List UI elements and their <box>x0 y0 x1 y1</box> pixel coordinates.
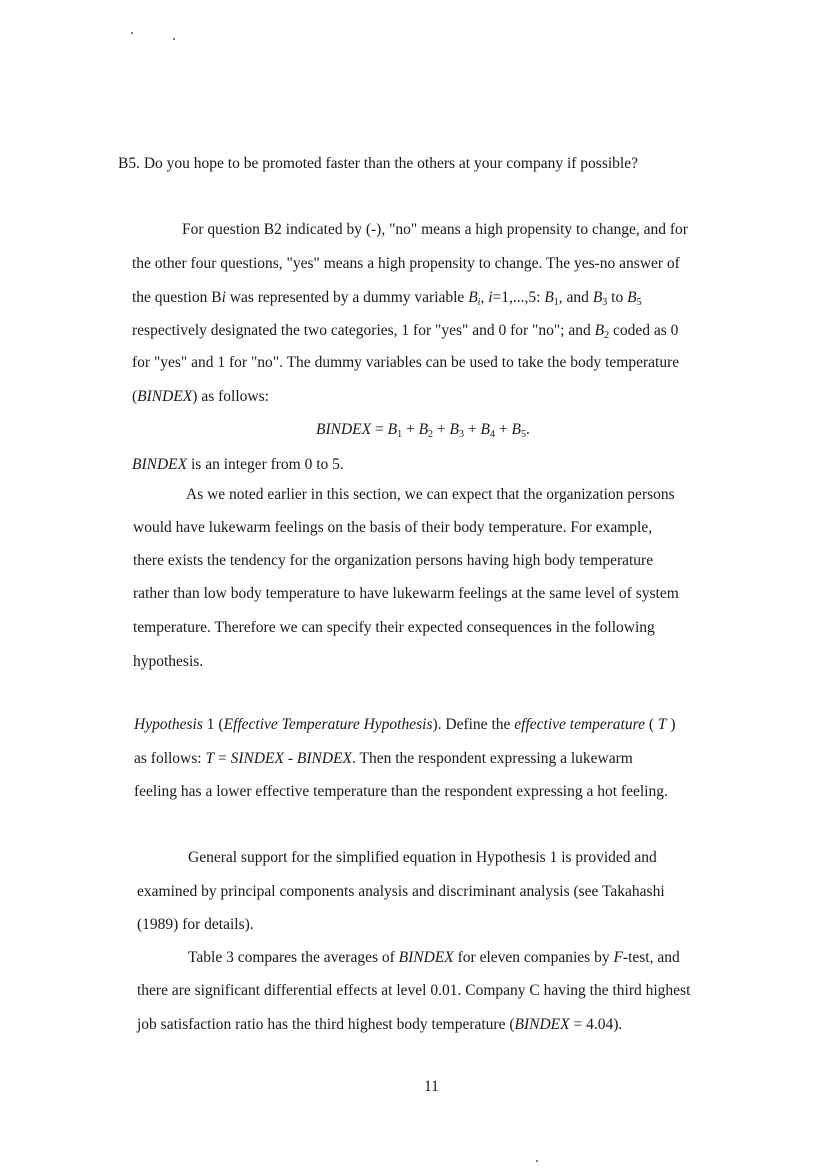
para1-line3: the question Bi was represented by a dummy variable $B_i$, i=1,...,5: $B_1$, and $B_3$ to $B_5$ <box>132 289 642 308</box>
para2-line5: temperature. Therefore we can specify their expected consequences in the following <box>133 619 655 636</box>
para4-line2: there are significant differential effects at level 0.01. Company C having the third highest <box>137 982 691 999</box>
question-b5: B5. Do you hope to be promoted faster than the others at your company if possible? <box>118 155 638 172</box>
para1-line4: respectively designated the two categories, 1 for "yes" and 0 for "no"; and $B_2$ coded as 0 <box>132 322 679 341</box>
para1-line5: for "yes" and 1 for "no". The dummy variables can be used to take the body temperature <box>132 354 680 371</box>
para1-line2: the other four questions, "yes" means a high propensity to change. The yes-no answer of <box>132 255 680 272</box>
para4-line1: Table 3 compares the averages of BINDEX for eleven companies by F-test, and <box>188 949 680 966</box>
para2-line1: As we noted earlier in this section, we can expect that the organization persons <box>186 486 675 503</box>
scan-speck <box>173 38 175 40</box>
para2-line3: there exists the tendency for the organization persons having high body temperature <box>133 552 654 569</box>
scan-speck <box>131 32 133 34</box>
para2-line6: hypothesis. <box>133 653 204 670</box>
para3-line3: (1989) for details). <box>137 916 254 933</box>
para3-line1: General support for the simplified equation in Hypothesis 1 is provided and <box>188 849 657 866</box>
bindex-range: BINDEX is an integer from 0 to 5. <box>132 456 344 473</box>
para3-line2: examined by principal components analysis and discriminant analysis (see Takahashi <box>137 883 665 900</box>
para1-line6: (BINDEX) as follows: <box>132 388 269 405</box>
para4-line3: job satisfaction ratio has the third highest body temperature (BINDEX = 4.04). <box>137 1016 623 1033</box>
hypothesis-line1: Hypothesis 1 (Effective Temperature Hypothesis). Define the effective temperature ( T ) <box>134 716 676 733</box>
hypothesis-line3: feeling has a lower effective temperature than the respondent expressing a hot feeling. <box>134 783 668 800</box>
scan-speck <box>536 1160 538 1162</box>
para2-line2: would have lukewarm feelings on the basis of their body temperature. For example, <box>133 519 653 536</box>
hypothesis-line2: as follows: T = SINDEX - BINDEX. Then the respondent expressing a lukewarm <box>134 750 633 767</box>
page-number: 11 <box>424 1078 439 1095</box>
bindex-equation: BINDEX = $B_1 + B_2 + B_3 + B_4 + B_5$. <box>316 421 530 440</box>
para2-line4: rather than low body temperature to have lukewarm feelings at the same level of system <box>133 585 679 602</box>
para1-line1: For question B2 indicated by (-), "no" means a high propensity to change, and for <box>182 221 688 238</box>
